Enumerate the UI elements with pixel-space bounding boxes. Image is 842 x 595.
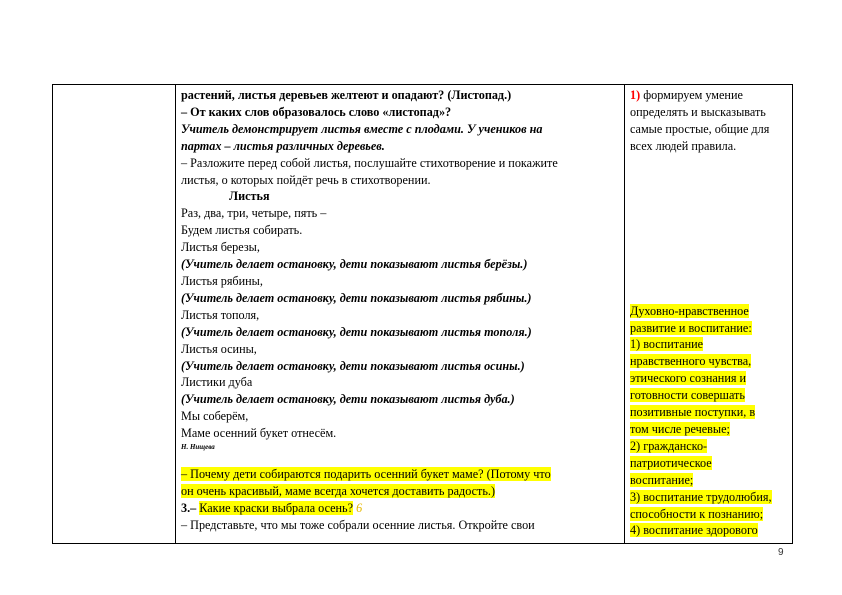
uud-line: самые простые, общие для <box>630 121 770 136</box>
values-line <box>630 421 792 438</box>
uud-line: всех людей правила. <box>630 138 737 153</box>
stage-direction: (Учитель делает остановку, дети показывают листья берёзы.) <box>181 257 528 272</box>
values-text: воспитание; <box>630 472 694 487</box>
question-number: 3.– <box>181 500 197 515</box>
values-text: нравственного чувства, <box>630 354 752 369</box>
values-text: этического сознания и <box>630 371 747 386</box>
values-text: том числе речевые; <box>630 421 730 436</box>
poem-line: Листики дуба <box>181 375 253 390</box>
poem-line: Раз, два, три, четыре, пять – <box>181 206 327 221</box>
text-line: – Разложите перед собой листья, послушайте стихотворение и покажите <box>181 155 558 170</box>
uud-line: определять и высказывать <box>630 104 766 119</box>
lesson-table <box>52 84 793 544</box>
values-line <box>630 522 792 539</box>
poem-title: Листья <box>229 189 270 204</box>
stage-direction: (Учитель делает остановку, дети показывают листья тополя.) <box>181 324 532 339</box>
uud-line <box>630 87 792 104</box>
values-line <box>630 353 792 370</box>
values-line <box>630 387 792 404</box>
poem-line: Листья осины, <box>181 341 257 356</box>
values-text: патриотическое <box>630 455 712 470</box>
question-line <box>181 500 621 517</box>
text-line: растений, листья деревьев желтеют и опадают? (Листопад.) <box>181 88 512 102</box>
poem-line: Листья тополя, <box>181 307 260 322</box>
poem-author: Н. Нищева <box>181 443 215 452</box>
poem-line: Маме осенний букет отнесём. <box>181 426 337 441</box>
column-divider-right <box>624 85 625 543</box>
text-line: – Представьте, что мы тоже собрали осенние листья. Откройте свои <box>181 517 535 532</box>
poem-line: Мы соберём, <box>181 409 249 424</box>
values-text: способности к познанию; <box>630 506 764 521</box>
uud-cell <box>630 87 792 539</box>
highlighted-question <box>181 466 621 483</box>
poem-line: Листья березы, <box>181 240 260 255</box>
values-line <box>630 320 792 337</box>
values-line <box>630 472 792 489</box>
values-text: 2) гражданско- <box>630 438 708 453</box>
stage-direction: Учитель демонстрирует листья вместе с плодами. У учеников на <box>181 121 543 136</box>
highlighted-question <box>181 483 621 500</box>
lesson-content-cell <box>181 87 621 534</box>
poem-line: Будем листья собирать. <box>181 223 303 238</box>
uud-text: формируем умение <box>643 88 743 102</box>
uud-number: 1) <box>630 88 641 102</box>
stage-direction: (Учитель делает остановку, дети показывают листья дуба.) <box>181 392 515 407</box>
column-divider-left <box>175 85 176 543</box>
text-line: – От каких слов образовалось слово «листопад»? <box>181 104 452 119</box>
values-line <box>630 506 792 523</box>
values-line <box>630 489 792 506</box>
values-line <box>630 336 792 353</box>
stage-direction: (Учитель делает остановку, дети показывают листья рябины.) <box>181 290 532 305</box>
values-text: готовности совершать <box>630 388 745 403</box>
page-number: 9 <box>778 547 784 558</box>
stage-direction: партах – листья различных деревьев. <box>181 138 385 153</box>
values-text: Духовно-нравственное <box>630 303 749 318</box>
text-line: листья, о которых пойдёт речь в стихотворении. <box>181 172 431 187</box>
annotation-mark: 6 <box>356 500 363 515</box>
values-text: развитие и воспитание: <box>630 320 752 335</box>
question-text: Какие краски выбрала осень? <box>199 500 354 515</box>
values-text: 3) воспитание трудолюбия, <box>630 489 772 504</box>
answer-text: он очень красивый, маме всегда хочется доставить радость.) <box>181 483 496 498</box>
values-line <box>630 303 792 320</box>
question-text: – Почему дети собираются подарить осенний букет маме? (Потому что <box>181 467 551 482</box>
values-line <box>630 404 792 421</box>
poem-line: Листья рябины, <box>181 273 263 288</box>
stage-direction: (Учитель делает остановку, дети показывают листья осины.) <box>181 358 525 373</box>
values-text: 1) воспитание <box>630 337 704 352</box>
values-text: 4) воспитание здорового <box>630 523 758 538</box>
values-line <box>630 455 792 472</box>
values-text: позитивные поступки, в <box>630 405 756 420</box>
values-line <box>630 370 792 387</box>
values-line <box>630 438 792 455</box>
